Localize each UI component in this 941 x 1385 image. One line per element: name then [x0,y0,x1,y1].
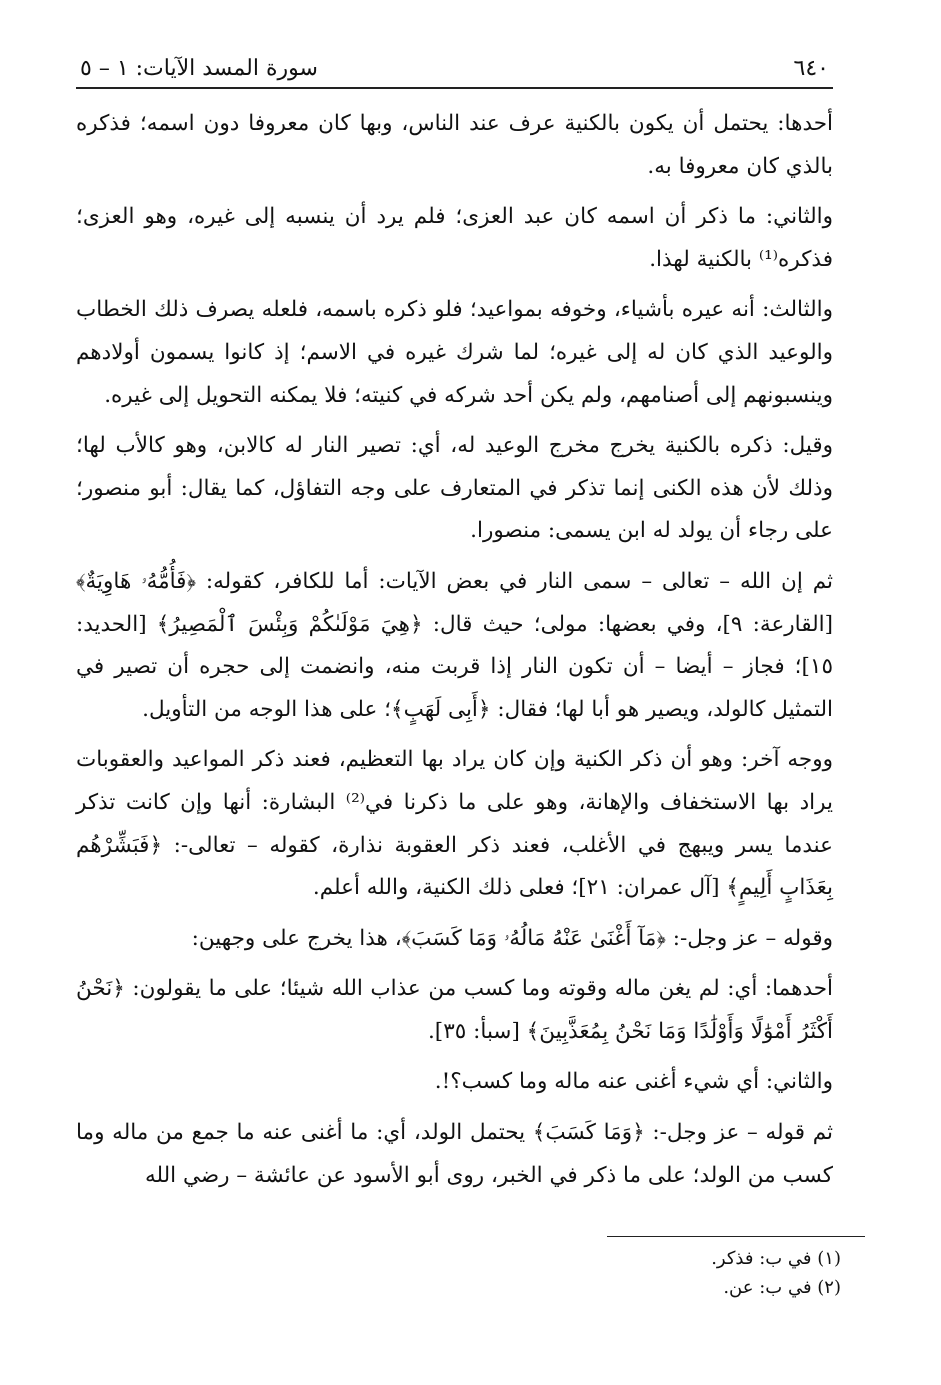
paragraph: أحدهما: أي: لم يغن ماله وقوته وما كسب من عذاب الله شيئا؛ على ما يقولون: ﴿نَحْنُ أَكْثَرُ أَمْوَٰلًا وَأَوْلَٰدًا وَمَا نَحْنُ بِمُعَذَّبِينَ﴾ [سبأ: ٣٥]. [76,976,833,1044]
paragraph: ثم قوله – عز وجل-: ﴿وَمَا كَسَبَ﴾ يحتمل الولد، أي: ما أغنى عنه ما جمع من ماله وما كسب من الولد؛ على ما ذكر في الخبر، روى أبو الأسود عن عائشة – رضي الله [76,1120,833,1188]
main-text [76,103,833,1197]
footnote: (١) في ب: فذكر. [711,1248,841,1269]
paragraph: والثاني: ما ذكر أن اسمه كان عبد العزى؛ فلم يرد أن ينسبه إلى غيره، وهو العزى؛ فذكره⁽¹⁾ بالكنية لهذا. [76,204,833,272]
running-title: سورة المسد الآيات: ١ – ٥ [80,56,318,81]
header-rule [76,87,833,89]
footnote-rule [607,1236,865,1237]
paragraph: وقيل: ذكره بالكنية يخرج مخرج الوعيد له، أي: تصير النار له كالابن، وهو كالأب لها؛ وذلك لأن هذه الكنى إنما تذكر في المتعارف على وجه التفاؤل، كما يقال: أبو منصور؛ على رجاء أن يولد له ابن يسمى: منصورا. [76,433,833,544]
paragraph: والثالث: أنه عيره بأشياء، وخوفه بمواعيد؛ فلو ذكره باسمه، فلعله يصرف ذلك الخطاب والوعيد الذي كان له إلى غيره؛ لما شرك غيره في الاسم؛ إذ كانوا يسمون أولادهم وينسبونهم إلى أصنامهم، ولم يكن أحد شركه في كنيته؛ فلا يمكنه التحويل إلى غيره. [76,297,833,408]
paragraph: والثاني: أي شيء أغنى عنه ماله وما كسب؟!. [434,1069,833,1095]
footnote: (٢) في ب: عن. [723,1277,841,1298]
footnotes [711,1244,841,1302]
paragraph: أحدها: يحتمل أن يكون بالكنية عرف عند الناس، وبها كان معروفا دون اسمه؛ فذكره بالذي كان معروفا به. [76,111,833,179]
page [76,56,833,1205]
paragraph: وقوله – عز وجل-: ﴿مَآ أَغْنَىٰ عَنْهُ مَالُهُۥ وَمَا كَسَبَ﴾، هذا يخرج على وجهين: [191,925,833,951]
paragraph: ثم إن الله – تعالى – سمى النار في بعض الآيات: أما للكافر، كقوله: ﴿فَأُمُّهُۥ هَاوِيَةٌ﴾ [القارعة: ٩]، وفي بعضها: مولى؛ حيث قال: ﴿هِيَ مَوْلَىٰكُمْ وَبِئْسَ ٱلْمَصِيرُ﴾ [الحديد: ١٥]؛ فجاز – أيضا – أن تكون النار إذا قربت منه، وانضمت إلى حجره أن تصير في التمثيل كالولد، ويصير هو أبا لها؛ فقال: ﴿أَبِى لَهَبٍ﴾؛ على هذا الوجه من التأويل. [76,568,833,722]
page-number: ٦٤٠ [793,56,829,81]
page-header [76,56,833,87]
paragraph: ووجه آخر: وهو أن ذكر الكنية وإن كان يراد بها التعظيم، فعند ذكر المواعيد والعقوبات يراد بها الاستخفاف والإهانة، وهو على ما ذكرنا في⁽²⁾ البشارة: أنها وإن كانت تذكر عندما يسر ويبهج في الأغلب، فعند ذكر العقوبة نذارة، كقوله – تعالى-: ﴿فَبَشِّرْهُم بِعَذَابٍ أَلِيمٍ﴾ [آل عمران: ٢١]؛ فعلى ذلك الكنية، والله أعلم. [76,747,833,901]
